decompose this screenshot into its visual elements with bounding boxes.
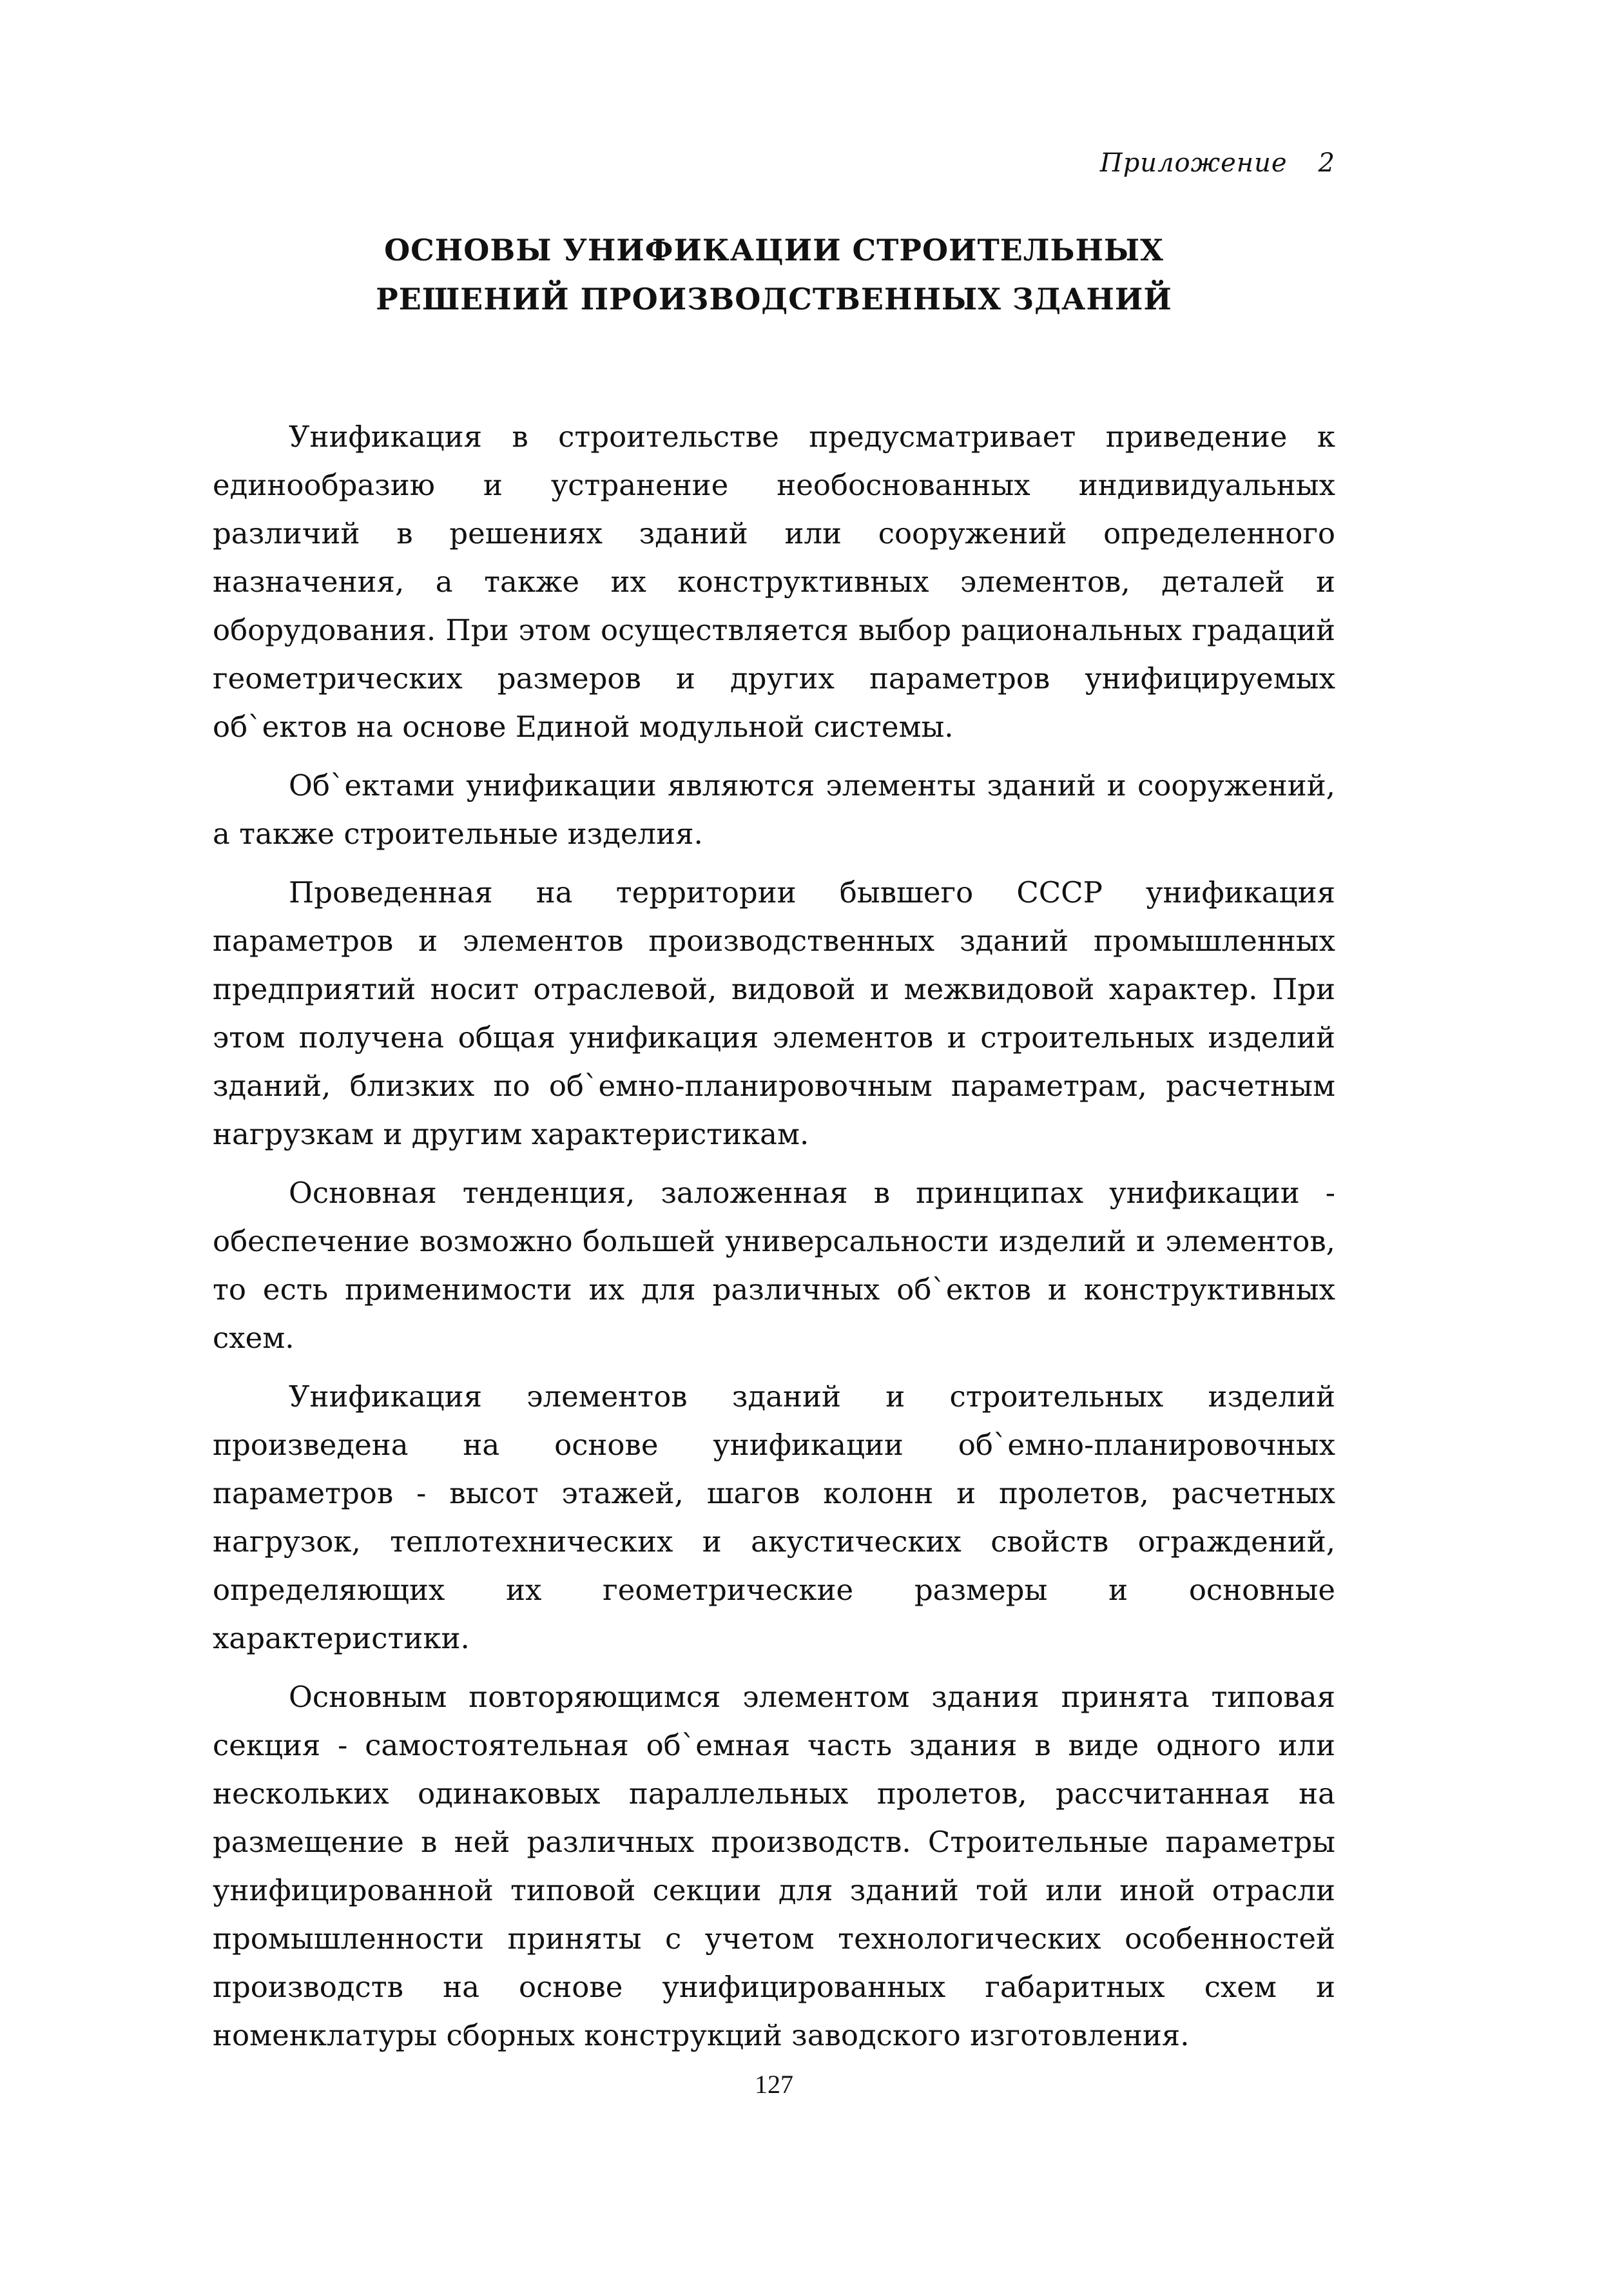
paragraph: Основным повторяющимся элементом здания принята типовая секция - самостоятельная об`емная часть здания в виде одного или нескольких одинаковых параллельных пролетов, рассчитанная на размещение в ней различных производств. Строительные параметры унифицированной типовой секции для зданий той или иной отрасли промышленности приняты с учетом технологических особенностей производств на основе унифицированных габаритных схем и номенклатуры сборных конструкций заводского изготовления. [213,1680,1335,2052]
paragraph: Проведенная на территории бывшего СССР унификация параметров и элементов производственных зданий промышленных предприятий носит отраслевой, видовой и межвидовой характер. При этом получена общая унификация элементов и строительных изделий зданий, близких по об`емно-планировочным параметрам, расчетным нагрузкам и другим характеристикам. [213,875,1335,1151]
running-head [1100,148,1335,178]
paragraph: Унификация элементов зданий и строительных изделий произведена на основе унификации об`емно-планировочных параметров - высот этажей, шагов колонн и пролетов, расчетных нагрузок, теплотехнических и акустических свойств ограждений, определяющих их геометрические размеры и основные характеристики. [213,1379,1335,1655]
page-number: 127 [755,2070,793,2099]
paragraph: Основная тенденция, заложенная в принципах унификации - обеспечение возможно большей универсальности изделий и элементов, то есть применимости их для различных об`ектов и конструктивных схем. [213,1176,1335,1355]
paragraph: Унификация в строительстве предусматривает приведение к единообразию и устранение необоснованных индивидуальных различий в решениях зданий или сооружений определенного назначения, а также их конструктивных элементов, деталей и оборудования. При этом осуществляется выбор рациональных градаций геометрических размеров и других параметров унифицируемых об`ектов на основе Единой модульной системы. [213,420,1335,744]
title-line-2: РЕШЕНИЙ ПРОИЗВОДСТВЕННЫХ ЗДАНИЙ [376,282,1172,316]
appendix-number: 2 [1318,148,1335,178]
title-line-1: ОСНОВЫ УНИФИКАЦИИ СТРОИТЕЛЬНЫХ [384,233,1164,268]
body-text [213,413,1335,2070]
paragraph: Об`ектами унификации являются элементы зданий и сооружений, а также строительные изделия. [213,768,1335,851]
appendix-label: Приложение [1099,148,1288,178]
document-page [213,129,1335,2192]
page-title [213,226,1335,324]
